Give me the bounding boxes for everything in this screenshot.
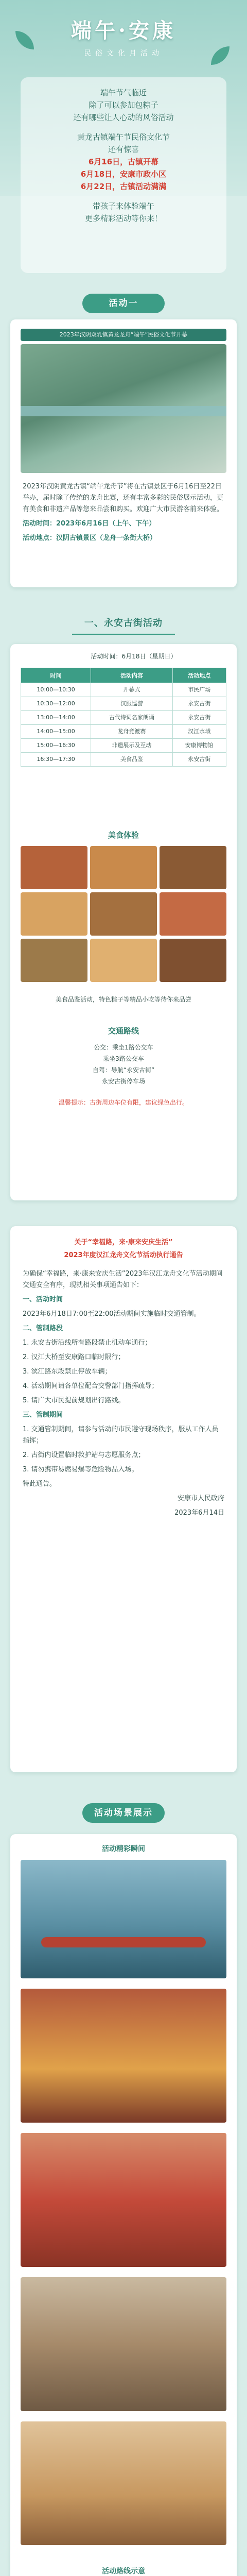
notice-sign-org: 安康市人民政府 bbox=[177, 1495, 224, 1502]
food-photo bbox=[90, 892, 157, 936]
food-note: 美食品鉴活动，特色粽子等精品小吃等待你来品尝 bbox=[55, 996, 191, 1003]
table-cell: 10:00—10:30 bbox=[21, 683, 91, 697]
schedule-table bbox=[21, 668, 226, 767]
notice-list-item: 2. 汉江大桥至安康路口临时限行； bbox=[23, 1353, 125, 1361]
food-photo bbox=[90, 846, 157, 889]
schedule-table-wrap bbox=[10, 668, 237, 767]
section1-place: 活动地点：汉阴古镇景区（龙舟一条街大桥） bbox=[23, 534, 157, 542]
notice-intro: 为确保“幸福路，来·康来安庆生活”2023年汉江龙舟文化节活动期间交通安全有序，现就相关事项通告如下： bbox=[23, 1270, 223, 1289]
notice-list-item: 3. 请勿携带易燃易爆等危险物品入场。 bbox=[23, 1466, 138, 1473]
section1-text bbox=[10, 481, 237, 544]
notice-sub: 二、管制路段 bbox=[23, 1325, 63, 1332]
table-header: 时间 bbox=[21, 668, 91, 683]
notice-heading-1: 关于“幸福路，来·康来安庆生活” bbox=[74, 1239, 173, 1246]
table-cell: 古代诗词名家朗诵 bbox=[91, 711, 172, 725]
traffic-lines bbox=[10, 1042, 237, 1087]
table-row bbox=[21, 697, 226, 711]
traffic-title: 交通路线 bbox=[108, 1026, 139, 1036]
table-row bbox=[21, 711, 226, 725]
traffic-line: 自驾：导航“永安古街” bbox=[92, 1066, 155, 1074]
section3-card bbox=[10, 1226, 237, 1772]
section2-date: 活动时间：6月18日（星期日） bbox=[91, 653, 177, 660]
food-photo bbox=[160, 892, 226, 936]
section2-card bbox=[10, 644, 237, 1200]
table-header: 活动内容 bbox=[91, 668, 172, 683]
intro-line: 6月22日，古镇活动满满 bbox=[80, 182, 167, 191]
food-photo bbox=[21, 939, 87, 982]
aerial-photo bbox=[21, 344, 226, 473]
table-cell: 安康博物馆 bbox=[172, 739, 226, 753]
header bbox=[0, 14, 247, 58]
table-cell: 开幕式 bbox=[91, 683, 172, 697]
notice-p1: 2023年6月18日7:00至22:00活动期间实施临时交通管制。 bbox=[23, 1310, 201, 1318]
food-photo bbox=[160, 846, 226, 889]
table-cell: 美食品鉴 bbox=[91, 753, 172, 767]
festival-photo bbox=[21, 1989, 226, 2123]
section1-paragraph: 2023年汉阴黄龙古镇“端午龙舟节”将在古镇景区于6月16日至22日举办，届时除了传统的龙舟比赛，还有丰富多彩的民俗展示活动，更有美食和非遗产品等您来品尝和购买。欢迎广大市民游客前来体验。 bbox=[23, 483, 224, 513]
food-title: 美食体验 bbox=[108, 831, 139, 840]
notice-list-item: 5. 请广大市民提前规划出行路线。 bbox=[23, 1397, 125, 1404]
table-cell: 汉江水域 bbox=[172, 725, 226, 739]
table-row bbox=[21, 725, 226, 739]
photo-title: 活动精彩瞬间 bbox=[102, 1845, 145, 1853]
traffic-line: 公交：乘坐1路公交车 bbox=[94, 1044, 153, 1051]
section2-heading: 一、永安古街活动 bbox=[72, 613, 175, 635]
notice-sub: 一、活动时间 bbox=[23, 1296, 63, 1303]
food-photo-grid bbox=[21, 846, 226, 1016]
crowd-photo bbox=[21, 2133, 226, 2267]
notice-list-item: 1. 交通管制期间，请参与活动的市民遵守现场秩序，服从工作人员指挥； bbox=[23, 1426, 219, 1445]
table-row bbox=[21, 683, 226, 697]
notice-heading-2: 2023年度汉江龙舟文化节活动执行通告 bbox=[64, 1251, 183, 1259]
table-cell: 市民广场 bbox=[172, 683, 226, 697]
food-photo bbox=[160, 939, 226, 982]
table-cell: 非遗展示及互动 bbox=[91, 739, 172, 753]
table-cell: 16:30—17:30 bbox=[21, 753, 91, 767]
intro-line: 还有惊喜 bbox=[108, 145, 139, 154]
section1-time: 活动时间：2023年6月16日（上午、下午） bbox=[23, 520, 156, 528]
intro-line: 6月18日，安康市政小区 bbox=[80, 170, 167, 179]
river-graphic bbox=[21, 406, 226, 416]
parking-note: 温馨提示：古街周边车位有限，建议绿色出行。 bbox=[58, 1099, 188, 1106]
intro-card bbox=[21, 77, 226, 273]
notice-closing: 特此通告。 bbox=[23, 1480, 57, 1488]
table-cell: 13:00—14:00 bbox=[21, 711, 91, 725]
notice-sub: 三、管制期间 bbox=[23, 1411, 63, 1419]
table-cell: 龙舟竞渡赛 bbox=[91, 725, 172, 739]
table-cell: 10:30—12:00 bbox=[21, 697, 91, 711]
section4-card bbox=[10, 1834, 237, 2576]
table-cell: 永安古街 bbox=[172, 697, 226, 711]
intro-line: 除了可以参加包粽子 bbox=[89, 100, 158, 110]
notice-body bbox=[10, 1268, 237, 1519]
family-photo bbox=[21, 2277, 226, 2411]
craft-photo bbox=[21, 2421, 226, 2545]
section1-card bbox=[10, 319, 237, 587]
table-cell: 汉服巡游 bbox=[91, 697, 172, 711]
notice-list-item: 4. 活动期间请各单位配合交警部门指挥疏导； bbox=[23, 1382, 158, 1390]
table-row bbox=[21, 739, 226, 753]
intro-line: 更多精彩活动等你来！ bbox=[84, 214, 162, 223]
boat-graphic bbox=[41, 1937, 206, 1947]
traffic-line: 永安古街停车场 bbox=[101, 1078, 145, 1085]
intro-line: 黄龙古镇端午节民俗文化节 bbox=[77, 132, 170, 142]
intro-line: 带孩子来体验端午 bbox=[92, 201, 154, 211]
table-cell: 永安古街 bbox=[172, 711, 226, 725]
intro-line: 还有哪些让人心动的风俗活动 bbox=[73, 113, 174, 122]
dragon-boat-photo bbox=[21, 1860, 226, 1978]
food-photo bbox=[21, 892, 87, 936]
image-caption: 2023年汉阴双乳镇黄龙龙舟“端午”民俗文化节开幕 bbox=[21, 329, 226, 341]
table-cell: 15:00—16:30 bbox=[21, 739, 91, 753]
notice-sign-date: 2023年6月14日 bbox=[174, 1509, 224, 1517]
intro-line: 端午节气临近 bbox=[100, 88, 147, 97]
section-tag: 活动一 bbox=[82, 294, 165, 313]
notice-list-item: 2. 古街内设置临时救护站与志愿服务点； bbox=[23, 1451, 145, 1459]
table-header: 活动地点 bbox=[172, 668, 226, 683]
notice-list-item: 3. 滨江路东段禁止停放车辆； bbox=[23, 1368, 112, 1376]
map-title: 活动路线示意 bbox=[102, 2567, 145, 2575]
food-photo bbox=[21, 846, 87, 889]
table-cell: 永安古街 bbox=[172, 753, 226, 767]
page-title: 端午·安康 bbox=[71, 19, 176, 43]
section-tag: 活动场景展示 bbox=[82, 1803, 165, 1823]
page-subtitle: 民俗文化月活动 bbox=[84, 49, 163, 58]
table-row bbox=[21, 753, 226, 767]
table-cell: 14:00—15:00 bbox=[21, 725, 91, 739]
food-photo bbox=[90, 939, 157, 982]
intro-line: 6月16日，古镇开幕 bbox=[88, 157, 159, 166]
traffic-line: 乘坐3路公交车 bbox=[103, 1055, 144, 1062]
notice-list-item: 1. 永安古街沿线所有路段禁止机动车通行； bbox=[23, 1339, 152, 1347]
